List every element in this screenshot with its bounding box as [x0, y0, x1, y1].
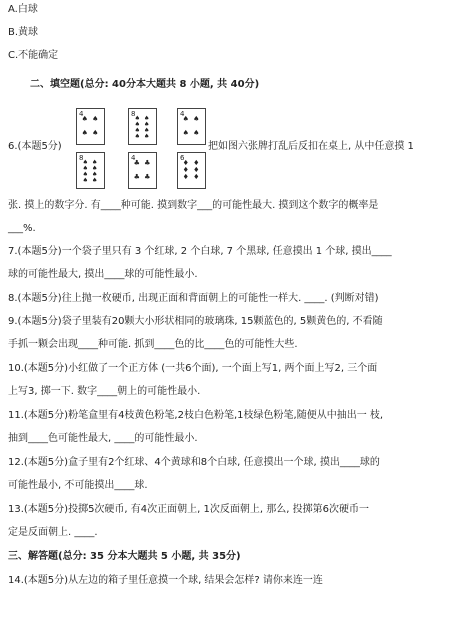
diamond-icon: ♦ ♦ ♦ ♦ ♦ ♦: [182, 159, 201, 181]
card-rank: 4: [131, 154, 136, 162]
spade-icon: ♠ ♠ ♠ ♠: [182, 115, 201, 137]
q6-line2: 张. 摸上的数字分. 有____种可能. 摸到数字___的可能性最大. 摸到这个数字的概率是: [8, 200, 379, 211]
q12-line2: 可能性最小, 不可能摸出____球.: [8, 480, 148, 491]
club-icon: ♣ ♣ ♣ ♣: [133, 159, 152, 181]
q8: 8.(本题5分)往上抛一枚硬币, 出现正面和背面朝上的可能性一样大. ____. (判断对错): [8, 293, 379, 304]
q6-prefix: 6.(本题5分): [8, 141, 62, 152]
option-b: B.黄球: [8, 27, 39, 38]
card-2: [128, 108, 157, 145]
card-rank: 4: [79, 110, 84, 118]
q13-line1: 13.(本题5分)投掷5次硬币, 有4次正面朝上, 1次反面朝上, 那么, 投掷第6次硬币一: [8, 504, 369, 515]
card-rank: 6: [180, 154, 185, 162]
q6-text-right: 把如图六张牌打乱后反扣在桌上, 从中任意摸 1: [208, 141, 414, 152]
spade-icon: ♠ ♠ ♠ ♠ ♠ ♠ ♠ ♠: [82, 159, 99, 184]
card-1: [76, 108, 105, 145]
option-a: A.白球: [8, 4, 38, 15]
q13-line2: 定是反面朝上. ____.: [8, 527, 98, 538]
card-3: [177, 108, 206, 145]
q11-line2: 抽到____色可能性最大, ____的可能性最小.: [8, 433, 198, 444]
card-4: [76, 152, 105, 189]
spade-icon: ♠ ♠ ♠ ♠ ♠ ♠ ♠ ♠: [134, 115, 151, 140]
spade-icon: ♠ ♠ ♠ ♠: [81, 115, 100, 137]
q6-line3: ___%.: [8, 223, 36, 234]
card-5: [128, 152, 157, 189]
card-rank: 4: [180, 110, 185, 118]
q11-line1: 11.(本题5分)粉笔盒里有4枝黄色粉笔,2枝白色粉笔,1枝绿色粉笔,随便从中抽出一 枝,: [8, 410, 384, 421]
section-answer-title: 三、解答题(总分: 35 分本大题共 5 小题, 共 35分): [8, 551, 241, 562]
option-c: C.不能确定: [8, 50, 59, 61]
card-6: [177, 152, 206, 189]
q12-line1: 12.(本题5分)盒子里有2个红球、4个黄球和8个白球, 任意摸出一个球, 摸出____球的: [8, 457, 380, 468]
q14: 14.(本题5分)从左边的箱子里任意摸一个球, 结果会怎样? 请你来连一连: [8, 575, 323, 586]
q9-line2: 手抓一颗会出现____种可能. 抓到____色的比____色的可能性大些.: [8, 339, 298, 350]
q7-line2: 球的可能性最大, 摸出____球的可能性最小.: [8, 269, 198, 280]
q10-line2: 上写3, 掷一下. 数字____朝上的可能性最小.: [8, 386, 201, 397]
section-fill-in-title: 二、填空题(总分: 40分本大题共 8 小题, 共 40分): [30, 79, 260, 90]
card-rank: 8: [79, 154, 84, 162]
q7-line1: 7.(本题5分)一个袋子里只有 3 个红球, 2 个白球, 7 个黑球, 任意摸出 1 个球, 摸出____: [8, 246, 392, 257]
q9-line1: 9.(本题5分)袋子里装有20颗大小形状相同的玻璃珠, 15颗蓝色的, 5颗黄色的, 不看随: [8, 316, 383, 327]
q10-line1: 10.(本题5分)小红做了一个正方体 (一共6个面), 一个面上写1, 两个面上写2, 三个面: [8, 363, 378, 374]
card-rank: 8: [131, 110, 136, 118]
playing-cards: [74, 108, 206, 190]
